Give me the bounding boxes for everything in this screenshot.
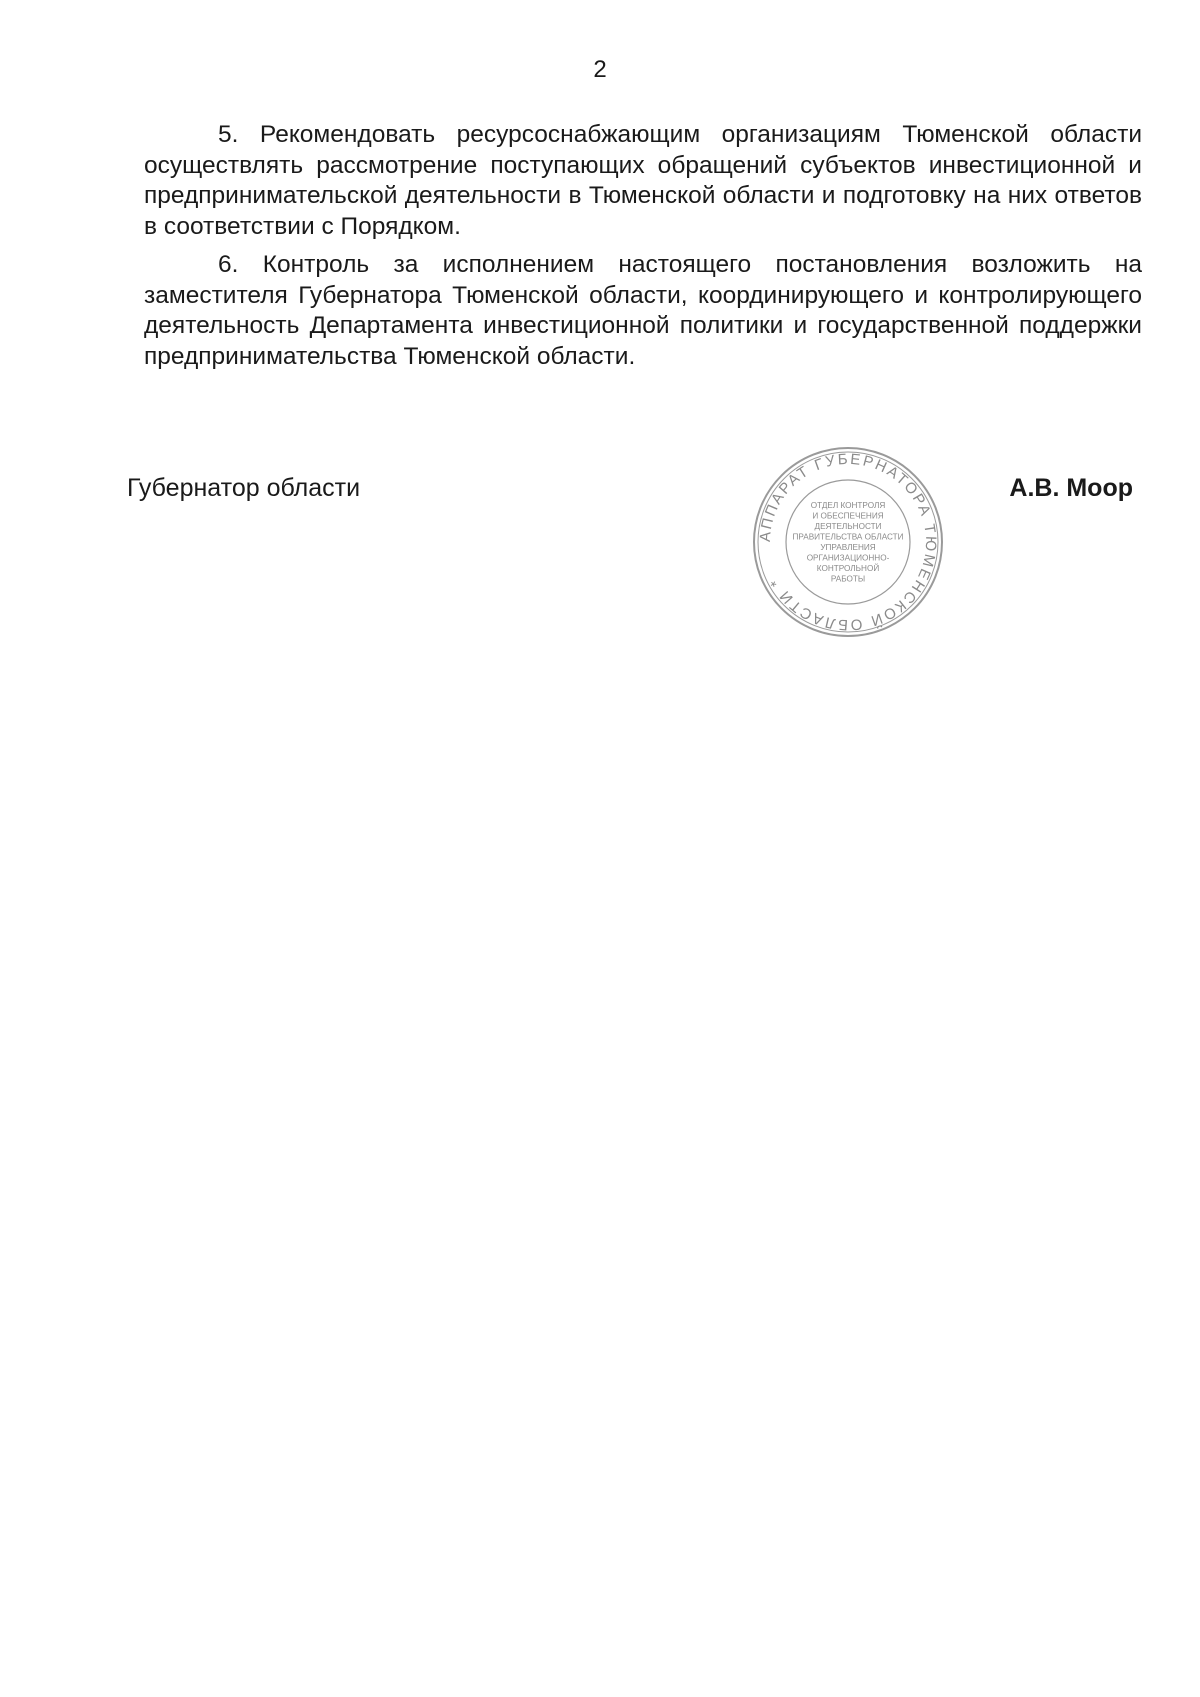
official-seal-stamp [750, 444, 946, 640]
seal-inner-line: РАБОТЫ [830, 574, 866, 584]
seal-inner-ring [786, 480, 910, 604]
seal-inner-line: ОРГАНИЗАЦИОННО- [806, 553, 890, 563]
paragraph-5: 5. Рекомендовать ресурсоснабжающим организациям Тюменской области осуществлять рассмотрение поступающих обращений субъектов инвестиционной и предпринимательской деятельности в Тюменской области и подготовку на них ответов в соответствии с Порядком. [144, 121, 1142, 240]
signature-block [0, 472, 1200, 512]
seal-inner-line: ПРАВИТЕЛЬСТВА ОБЛАСТИ [792, 532, 904, 542]
signatory-title: Губернатор области [127, 474, 361, 502]
paragraph-6: 6. Контроль за исполнением настоящего постановления возложить на заместителя Губернатора Тюменской области, координирующего и контролирующего деятельность Департамента инвестиционной политики и государственной поддержки предпринимательства Тюменской области. [144, 251, 1142, 370]
seal-inner-line: КОНТРОЛЬНОЙ [816, 564, 880, 573]
signatory-name: А.В. Моор [1009, 474, 1133, 502]
seal-inner-line: ДЕЯТЕЛЬНОСТИ [814, 522, 882, 531]
seal-inner-text [792, 501, 903, 584]
seal-outer-text-path: АППАРАТ ГУБЕРНАТОРА ТЮМЕНСКОЙ ОБЛАСТИ * [756, 450, 940, 634]
page-number: 2 [593, 56, 607, 83]
seal-outer-ring [754, 448, 942, 636]
seal-inner-line: ОТДЕЛ КОНТРОЛЯ [810, 501, 886, 510]
document-body [144, 120, 1142, 380]
seal-inner-line: УПРАВЛЕНИЯ [820, 543, 876, 552]
seal-graphic [750, 444, 946, 640]
seal-inner-line: И ОБЕСПЕЧЕНИЯ [812, 511, 884, 521]
